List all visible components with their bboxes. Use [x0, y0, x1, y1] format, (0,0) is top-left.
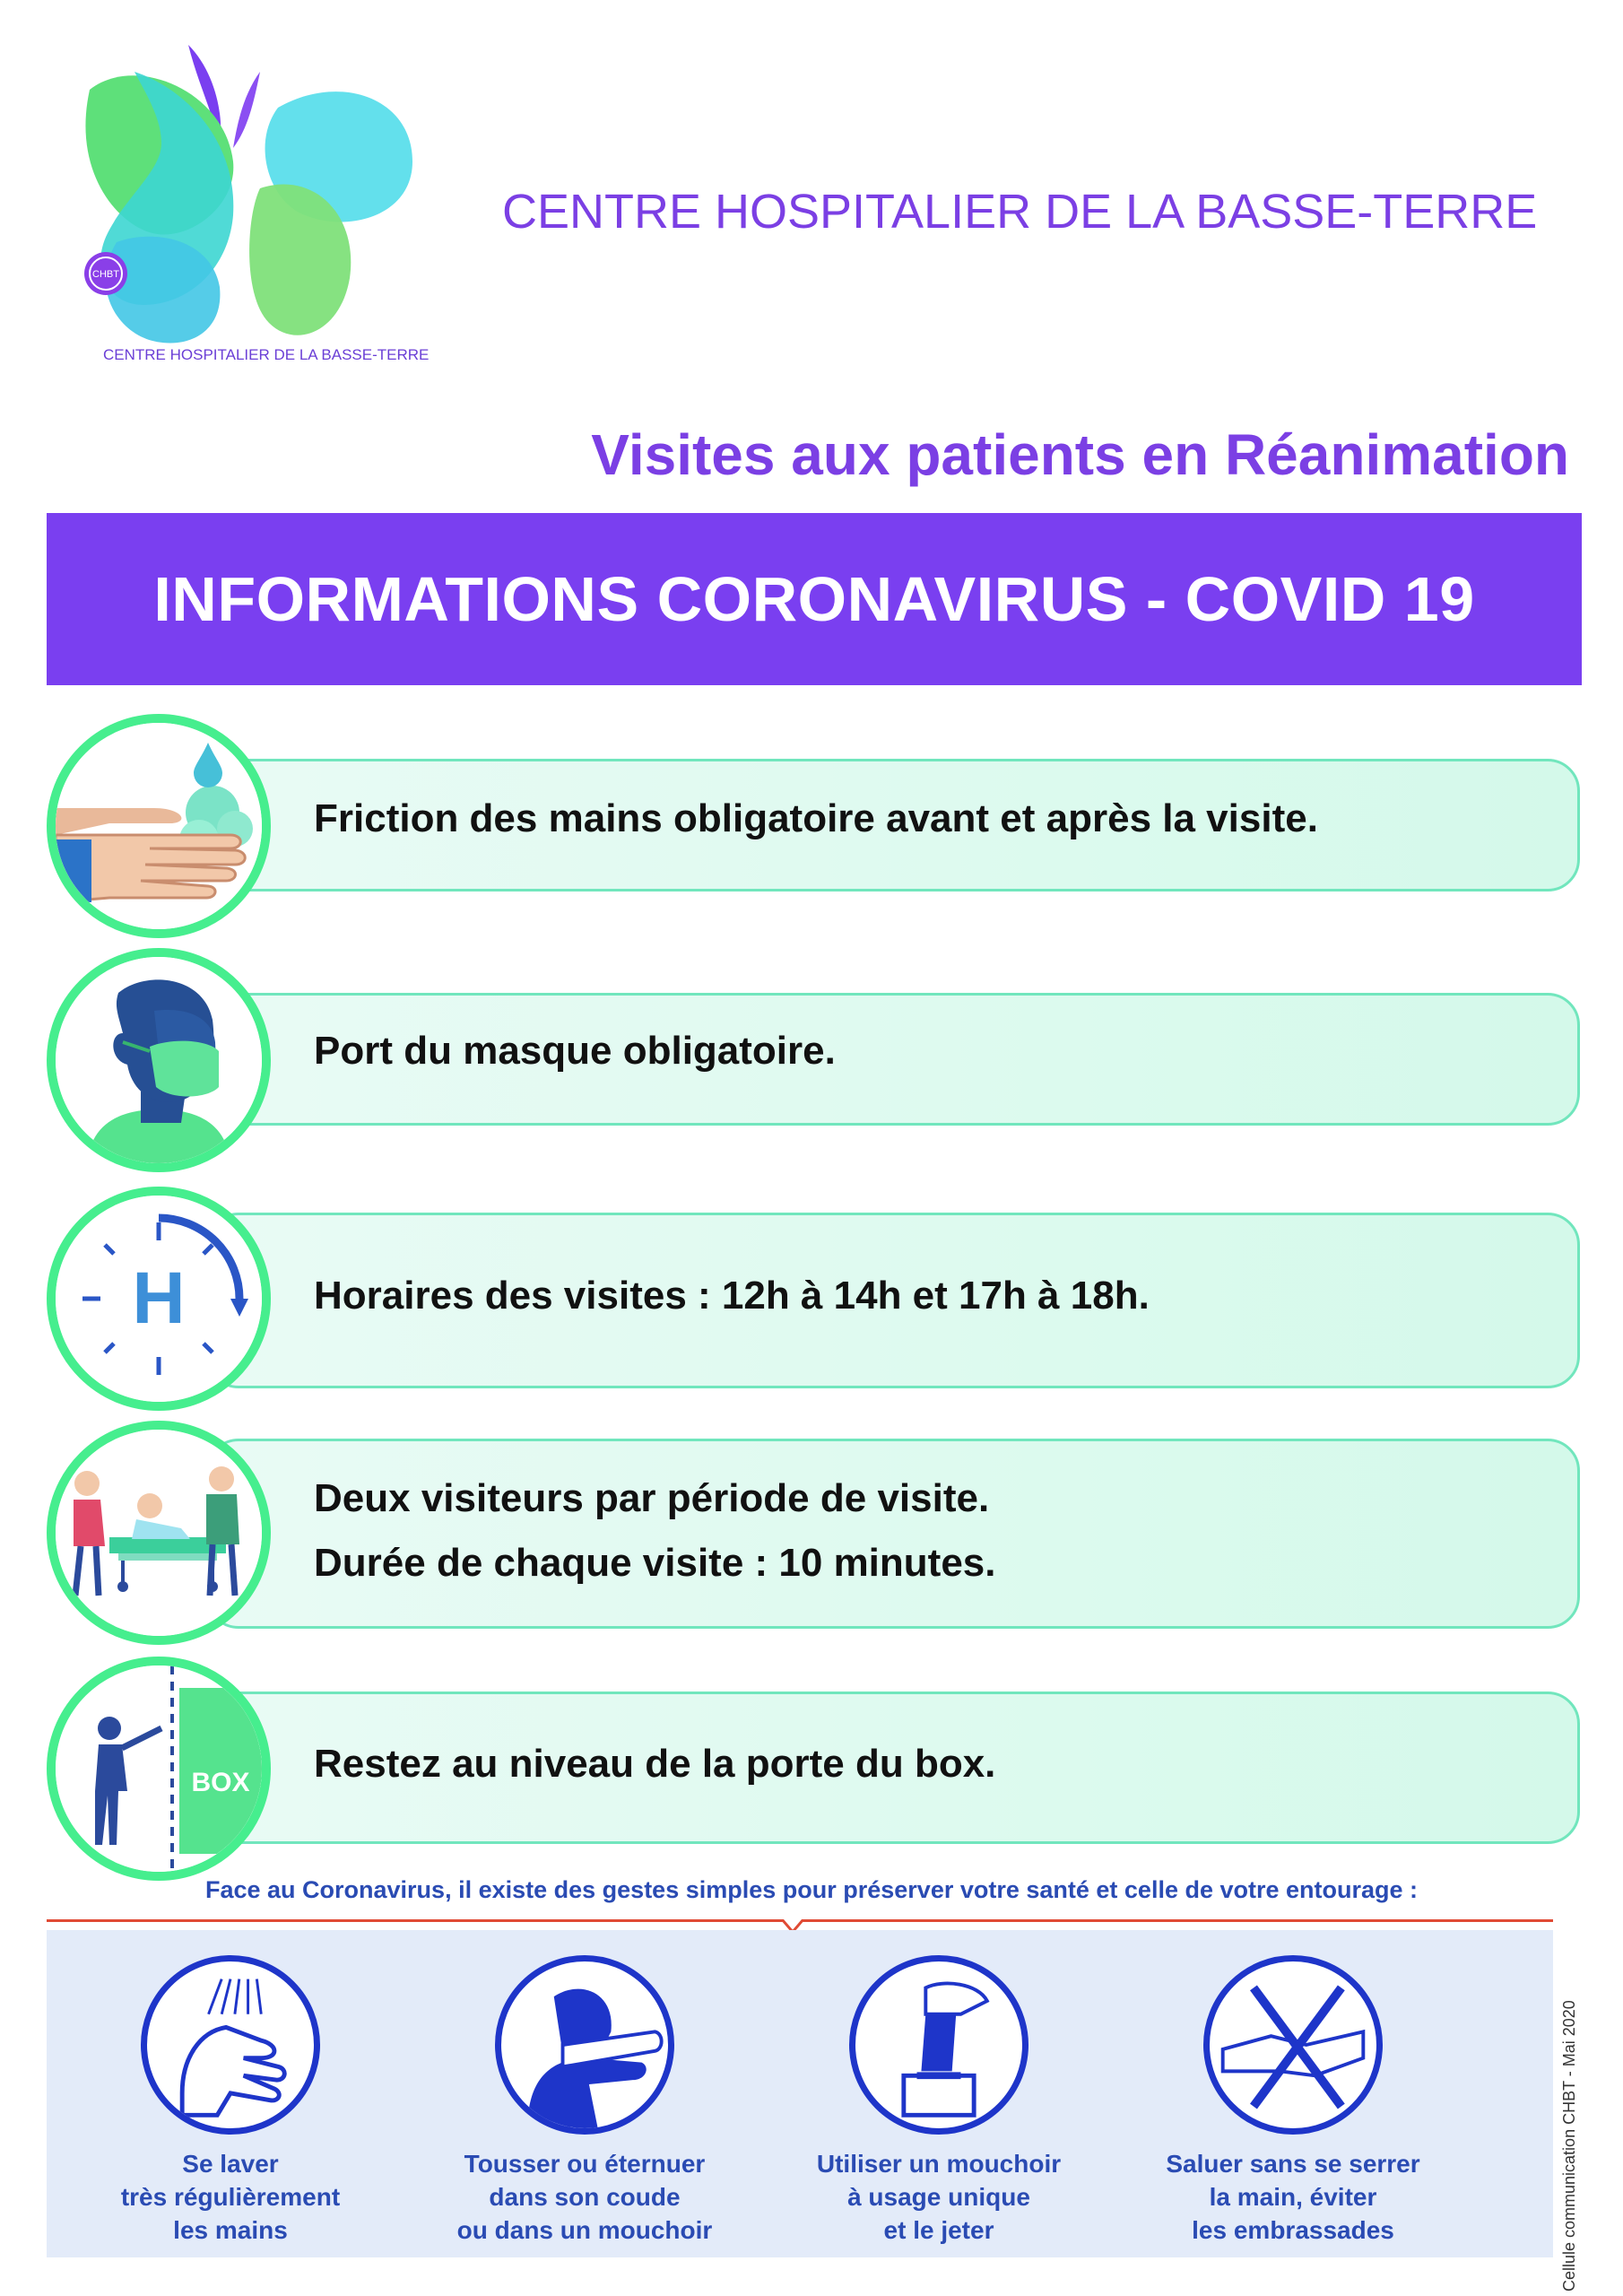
gestes-panel [47, 1930, 1553, 2257]
rule-text: Horaires des visites : 12h à 14h et 17h à 18h. [314, 1274, 1150, 1318]
geste-label: Tousser ou éternuer dans son coude ou dans un mouchoir [456, 2150, 713, 2244]
clock-h-icon [47, 1187, 271, 1411]
rule-text: Durée de chaque visite : 10 minutes. [314, 1541, 996, 1585]
logo-caption: CENTRE HOSPITALIER DE LA BASSE-TERRE [103, 346, 430, 363]
no-handshake-icon [1203, 1955, 1383, 2135]
face-mask-icon [47, 948, 271, 1172]
page-subtitle: Visites aux patients en Réanimation [591, 422, 1569, 487]
credit-text: Cellule communication CHBT - Mai 2020 [1560, 2000, 1578, 2292]
rule-text: Deux visiteurs par période de visite. [314, 1476, 990, 1520]
hospital-name: CENTRE HOSPITALIER DE LA BASSE-TERRE [502, 185, 1538, 239]
box-label: BOX [191, 1768, 250, 1797]
clock-badge: H [132, 1257, 186, 1339]
tissue-bin-icon [849, 1955, 1028, 2135]
wash-hands-icon [141, 1955, 320, 2135]
logo-badge: CHBT [92, 269, 119, 280]
rule-text: Port du masque obligatoire. [314, 1029, 836, 1073]
cough-elbow-icon [495, 1955, 674, 2135]
hospital-logo [54, 36, 430, 377]
geste-label: Se laver très régulièrement les mains [120, 2150, 341, 2244]
geste-label: Utiliser un mouchoir à usage unique et le jeter [816, 2150, 1062, 2244]
rule-text: Restez au niveau de la porte du box. [314, 1742, 996, 1786]
hand-washing-icon [47, 714, 271, 938]
geste-label: Saluer sans se serrer la main, éviter les embrassades [1166, 2150, 1420, 2244]
gestes-intro: Face au Coronavirus, il existe des gestes simples pour préserver votre santé et celle de votre entourage : [204, 1876, 1419, 1903]
door-box-icon [47, 1657, 271, 1881]
rule-card [206, 1439, 1580, 1629]
patient-visitors-icon [47, 1421, 271, 1645]
title-banner: INFORMATIONS CORONAVIRUS - COVID 19 [47, 513, 1582, 685]
rule-text: Friction des mains obligatoire avant et après la visite. [314, 796, 1318, 840]
